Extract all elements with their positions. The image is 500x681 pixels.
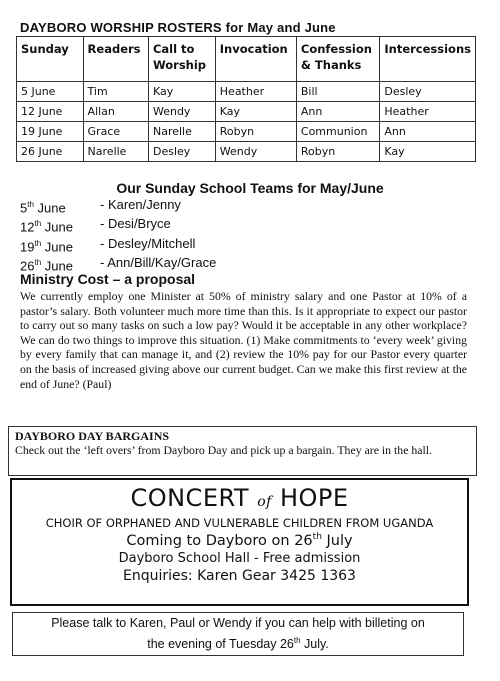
list-item xyxy=(20,236,320,255)
table-cell: Ann xyxy=(380,122,476,142)
table-cell: Heather xyxy=(215,82,296,102)
table-row xyxy=(17,102,476,122)
concert-box xyxy=(10,478,469,606)
table-cell: Bill xyxy=(296,82,379,102)
ss-team: - Desley/Mitchell xyxy=(100,235,196,251)
roster-title: DAYBORO WORSHIP ROSTERS for May and June xyxy=(20,20,336,35)
table-cell: Wendy xyxy=(215,142,296,162)
table-cell: 19 June xyxy=(17,122,84,142)
sunday-school-title: Our Sunday School Teams for May/June xyxy=(116,180,384,196)
roster-table xyxy=(16,36,476,162)
ministry-cost-body: We currently employ one Minister at 50% of ministry salary and one Pastor at 10% of a pastor’s salary. Both volunteer much more time than this. Is it appropriate to expect our pastor to carry out so many tasks on such a low pay? Would it be acceptable in any other workplace? We can do two things to improve this situation. (1) Make commitments to ‘every week’ giving by every family that can manage it, and (2) review the 10% pay for our Pastor every quarter on the basis of increased giving above our current budget. Can we make this first review at the end of June? (Paul) xyxy=(20,289,467,391)
billeting-box xyxy=(12,612,464,656)
roster-header-row xyxy=(17,37,476,82)
bargains-box xyxy=(8,426,477,476)
table-row xyxy=(17,142,476,162)
ss-date: 12th June xyxy=(20,219,73,235)
concert-venue: Dayboro School Hall - Free admission xyxy=(118,550,361,566)
table-cell: Communion xyxy=(296,122,379,142)
concert-date: Coming to Dayboro on 26th July xyxy=(126,532,353,549)
ss-date: 19th June xyxy=(20,238,73,254)
table-cell: 12 June xyxy=(17,102,84,122)
table-cell: Narelle xyxy=(83,142,148,162)
table-cell: Robyn xyxy=(296,142,379,162)
sunday-school-list xyxy=(20,197,320,274)
billeting-line: the evening of Tuesday 26th July. xyxy=(147,636,329,652)
billeting-line: Please talk to Karen, Paul or Wendy if you can help with billeting on xyxy=(51,616,425,630)
col-header: Invocation xyxy=(215,37,296,82)
concert-title: CONCERT of HOPE xyxy=(130,484,349,512)
bargains-title: DAYBORO DAY BARGAINS xyxy=(15,429,170,443)
bargains-body: Check out the ‘left overs’ from Dayboro Day and pick up a bargain. They are in the hall. xyxy=(15,443,433,457)
concert-choir: CHOIR OF ORPHANED AND VULNERABLE CHILDREN FROM UGANDA xyxy=(45,516,434,530)
col-header: Call to Worship xyxy=(148,37,215,82)
table-cell: Allan xyxy=(83,102,148,122)
table-cell: Robyn xyxy=(215,122,296,142)
table-cell: Grace xyxy=(83,122,148,142)
list-item xyxy=(20,197,320,216)
concert-enquiries: Enquiries: Karen Gear 3425 1363 xyxy=(123,567,356,584)
table-cell: Heather xyxy=(380,102,476,122)
table-cell: Wendy xyxy=(148,102,215,122)
col-header: Intercessions xyxy=(380,37,476,82)
col-header: Confession & Thanks xyxy=(296,37,379,82)
table-cell: Desley xyxy=(148,142,215,162)
table-cell: 5 June xyxy=(17,82,84,102)
ss-date: 26th June xyxy=(20,257,73,274)
list-item xyxy=(20,216,320,235)
col-header: Sunday xyxy=(17,37,84,82)
table-cell: Narelle xyxy=(148,122,215,142)
ss-date: 5th June xyxy=(20,200,66,216)
table-cell: 26 June xyxy=(17,142,84,162)
table-cell: Tim xyxy=(83,82,148,102)
table-cell: Desley xyxy=(380,82,476,102)
table-cell: Ann xyxy=(296,102,379,122)
table-row xyxy=(17,122,476,142)
ministry-cost-title: Ministry Cost – a proposal xyxy=(20,271,196,287)
ss-team: - Desi/Bryce xyxy=(100,216,171,232)
table-row xyxy=(17,82,476,102)
table-cell: Kay xyxy=(215,102,296,122)
ss-team: - Karen/Jenny xyxy=(100,197,181,212)
col-header: Readers xyxy=(83,37,148,82)
table-cell: Kay xyxy=(148,82,215,102)
ss-team: - Ann/Bill/Kay/Grace xyxy=(100,254,217,270)
table-cell: Kay xyxy=(380,142,476,162)
